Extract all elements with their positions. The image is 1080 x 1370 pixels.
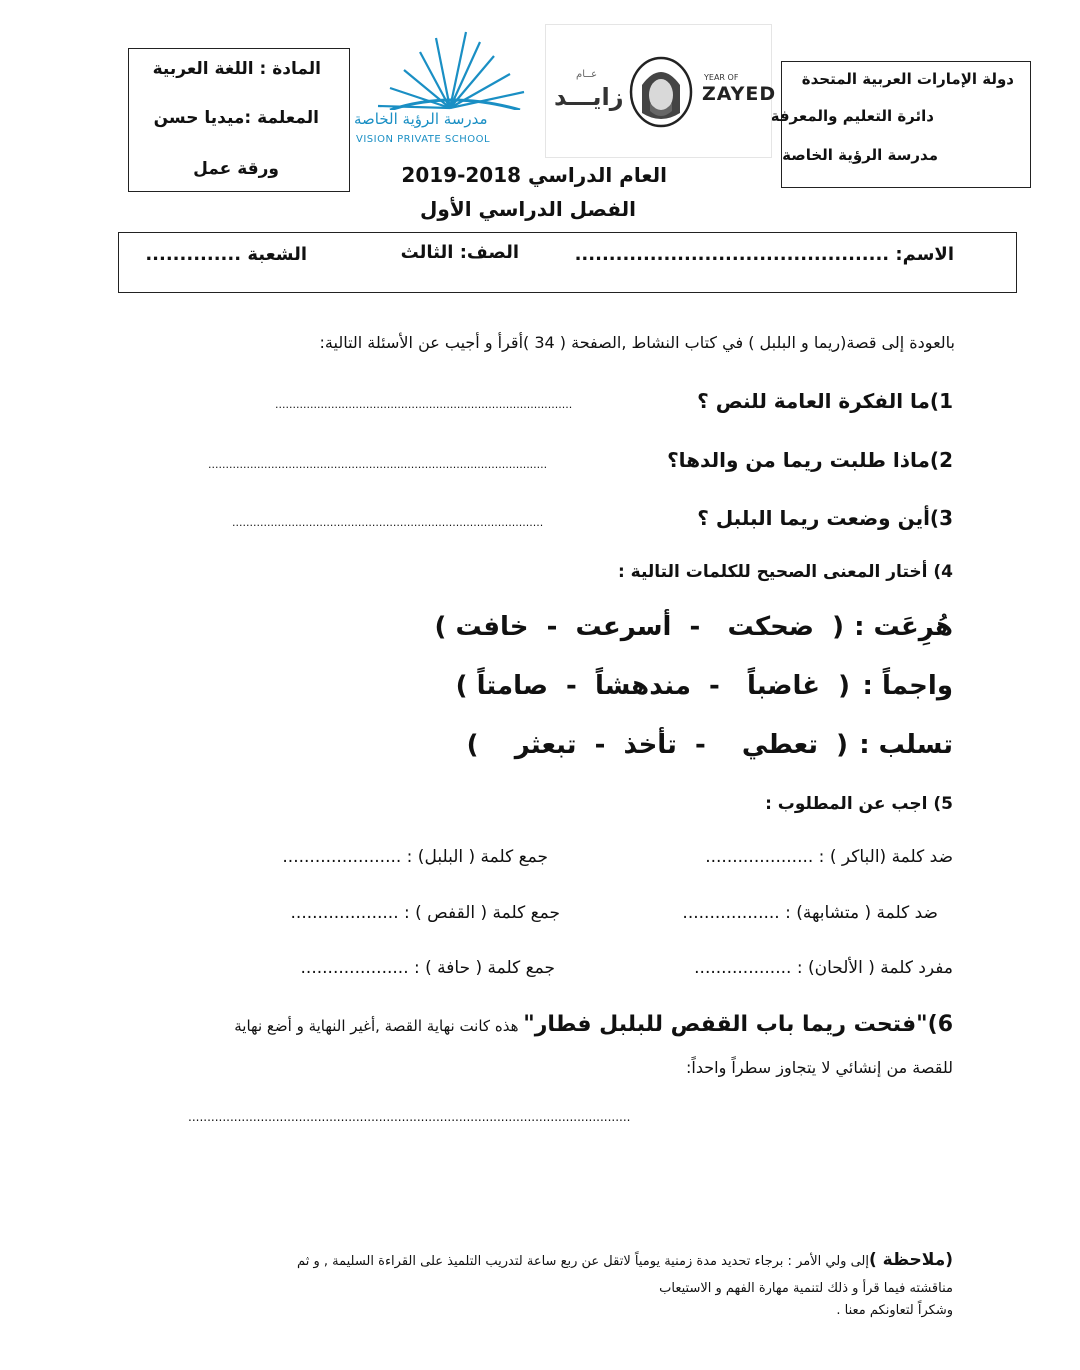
parent-note-line1 — [297, 1250, 953, 1270]
question-2: 2)ماذا طلبت ريما من والدها؟ — [667, 448, 953, 472]
question-5: 5) اجب عن المطلوب : — [765, 794, 953, 814]
worksheet-type: ورقة عمل — [193, 159, 279, 179]
school-english-name: VISION PRIVATE SCHOOL — [356, 134, 491, 145]
section-field[interactable]: الشعبة .............. — [145, 244, 307, 265]
ministry-box — [770, 61, 1031, 188]
note-label: (ملاحظة ) — [868, 1250, 953, 1270]
vocab-options-2: ( غاضباً - مندهشاً - صامتاً ) — [455, 671, 850, 701]
note-text-1: إلى ولي الأمر : برجاء تحديد مدة زمنية يومياً لاتقل عن ربع ساعة لتدريب التلميذ على القراءة السليمة , و ثم — [297, 1254, 869, 1269]
instructions: بالعودة إلى قصة(ريما و البلبل ) في كتاب النشاط ,الصفحة ( 34 )أقرأ و أجيب عن الأسئلة التالية: — [319, 333, 955, 352]
ministry-department: دائرة التعليم والمعرفة — [770, 107, 934, 125]
question-6-line2: للقصة من إنشائي لا يتجاوز سطراً واحداً: — [686, 1058, 953, 1077]
question-6-quote: 6)"فتحت ريما باب القفص للبلبل فطار" — [523, 1012, 953, 1037]
q5-row2-left[interactable]: جمع كلمة ( القفص ) : .................... — [290, 903, 560, 923]
academic-year: العام الدراسي 2018-2019 — [401, 163, 667, 187]
q5-row3-right[interactable]: مفرد كلمة ( الألحان) : .................. — [694, 958, 953, 978]
zayed-arabic-big: زايـــد — [554, 83, 624, 111]
answer-6-line[interactable]: .................................................................................................................... — [188, 1110, 631, 1124]
student-name-field[interactable]: الاسم: .............................................. — [574, 244, 954, 265]
teacher-label: المعلمة :ميديا حسن — [153, 108, 319, 128]
vocab-options-1: ( ضحكت - أسرعت - خافت ) — [434, 612, 844, 642]
school-arabic-name: مدرسة الرؤية الخاصة — [354, 110, 488, 128]
q5-row1-right[interactable]: ضد كلمة (الباكر ) : .................... — [705, 847, 953, 867]
vocab-word-3: تسلب : — [859, 730, 953, 760]
term: الفصل الدراسي الأول — [420, 197, 636, 221]
question-4: 4) أختار المعنى الصحيح للكلمات التالية : — [617, 562, 953, 582]
vocab-word-1: هُرِعَت : — [854, 612, 953, 642]
answer-3-line[interactable]: ......................................................................................... — [232, 516, 544, 529]
zayed-label: ZAYED — [702, 83, 777, 105]
student-info-box — [118, 232, 1017, 293]
q5-row1-left[interactable]: جمع كلمة ( البلبل) : ...................... — [282, 847, 548, 867]
q5-row3-left[interactable]: جمع كلمة ( حافة ) : .................... — [300, 958, 555, 978]
grade-label: الصف: الثالث — [400, 242, 519, 263]
answer-1-line[interactable]: ..................................................................................... — [275, 398, 573, 411]
subject-label: المادة : اللغة العربية — [152, 59, 321, 79]
vocab-word-2: واجماً : — [862, 671, 953, 701]
q5-row2-right[interactable]: ضد كلمة ( متشابهة) : .................. — [682, 903, 938, 923]
sun-burst-icon — [370, 30, 530, 110]
year-of-label: YEAR OF — [704, 73, 739, 82]
parent-note-line3: وشكراً لتعاونكم معنا . — [836, 1303, 953, 1318]
year-of-zayed-logo — [545, 24, 777, 158]
answer-2-line[interactable]: ................................................................................................. — [208, 458, 548, 471]
vocab-options-3: ( تعطي - تأخذ - تبعثر ) — [466, 730, 848, 760]
question-1: 1)ما الفكرة العامة للنص ؟ — [697, 389, 953, 413]
vision-school-logo — [350, 30, 540, 155]
question-3: 3)أين وضعت ريما البلبل ؟ — [697, 506, 953, 530]
ministry-school: مدرسة الرؤية الخاصة — [782, 146, 938, 164]
question-6 — [234, 1012, 953, 1037]
question-6-instruction: هذه كانت نهاية القصة ,أغير النهاية و أضع نهاية — [234, 1017, 524, 1035]
parent-note-line2: مناقشته فيما قرأ و ذلك لتنمية مهارة الفهم و الاستيعاب — [659, 1281, 953, 1296]
subject-box — [128, 48, 350, 192]
ministry-country: دولة الإمارات العربية المتحدة — [801, 70, 1014, 88]
zayed-arabic-small: عــام — [576, 69, 598, 80]
zayed-portrait-icon — [628, 55, 694, 129]
